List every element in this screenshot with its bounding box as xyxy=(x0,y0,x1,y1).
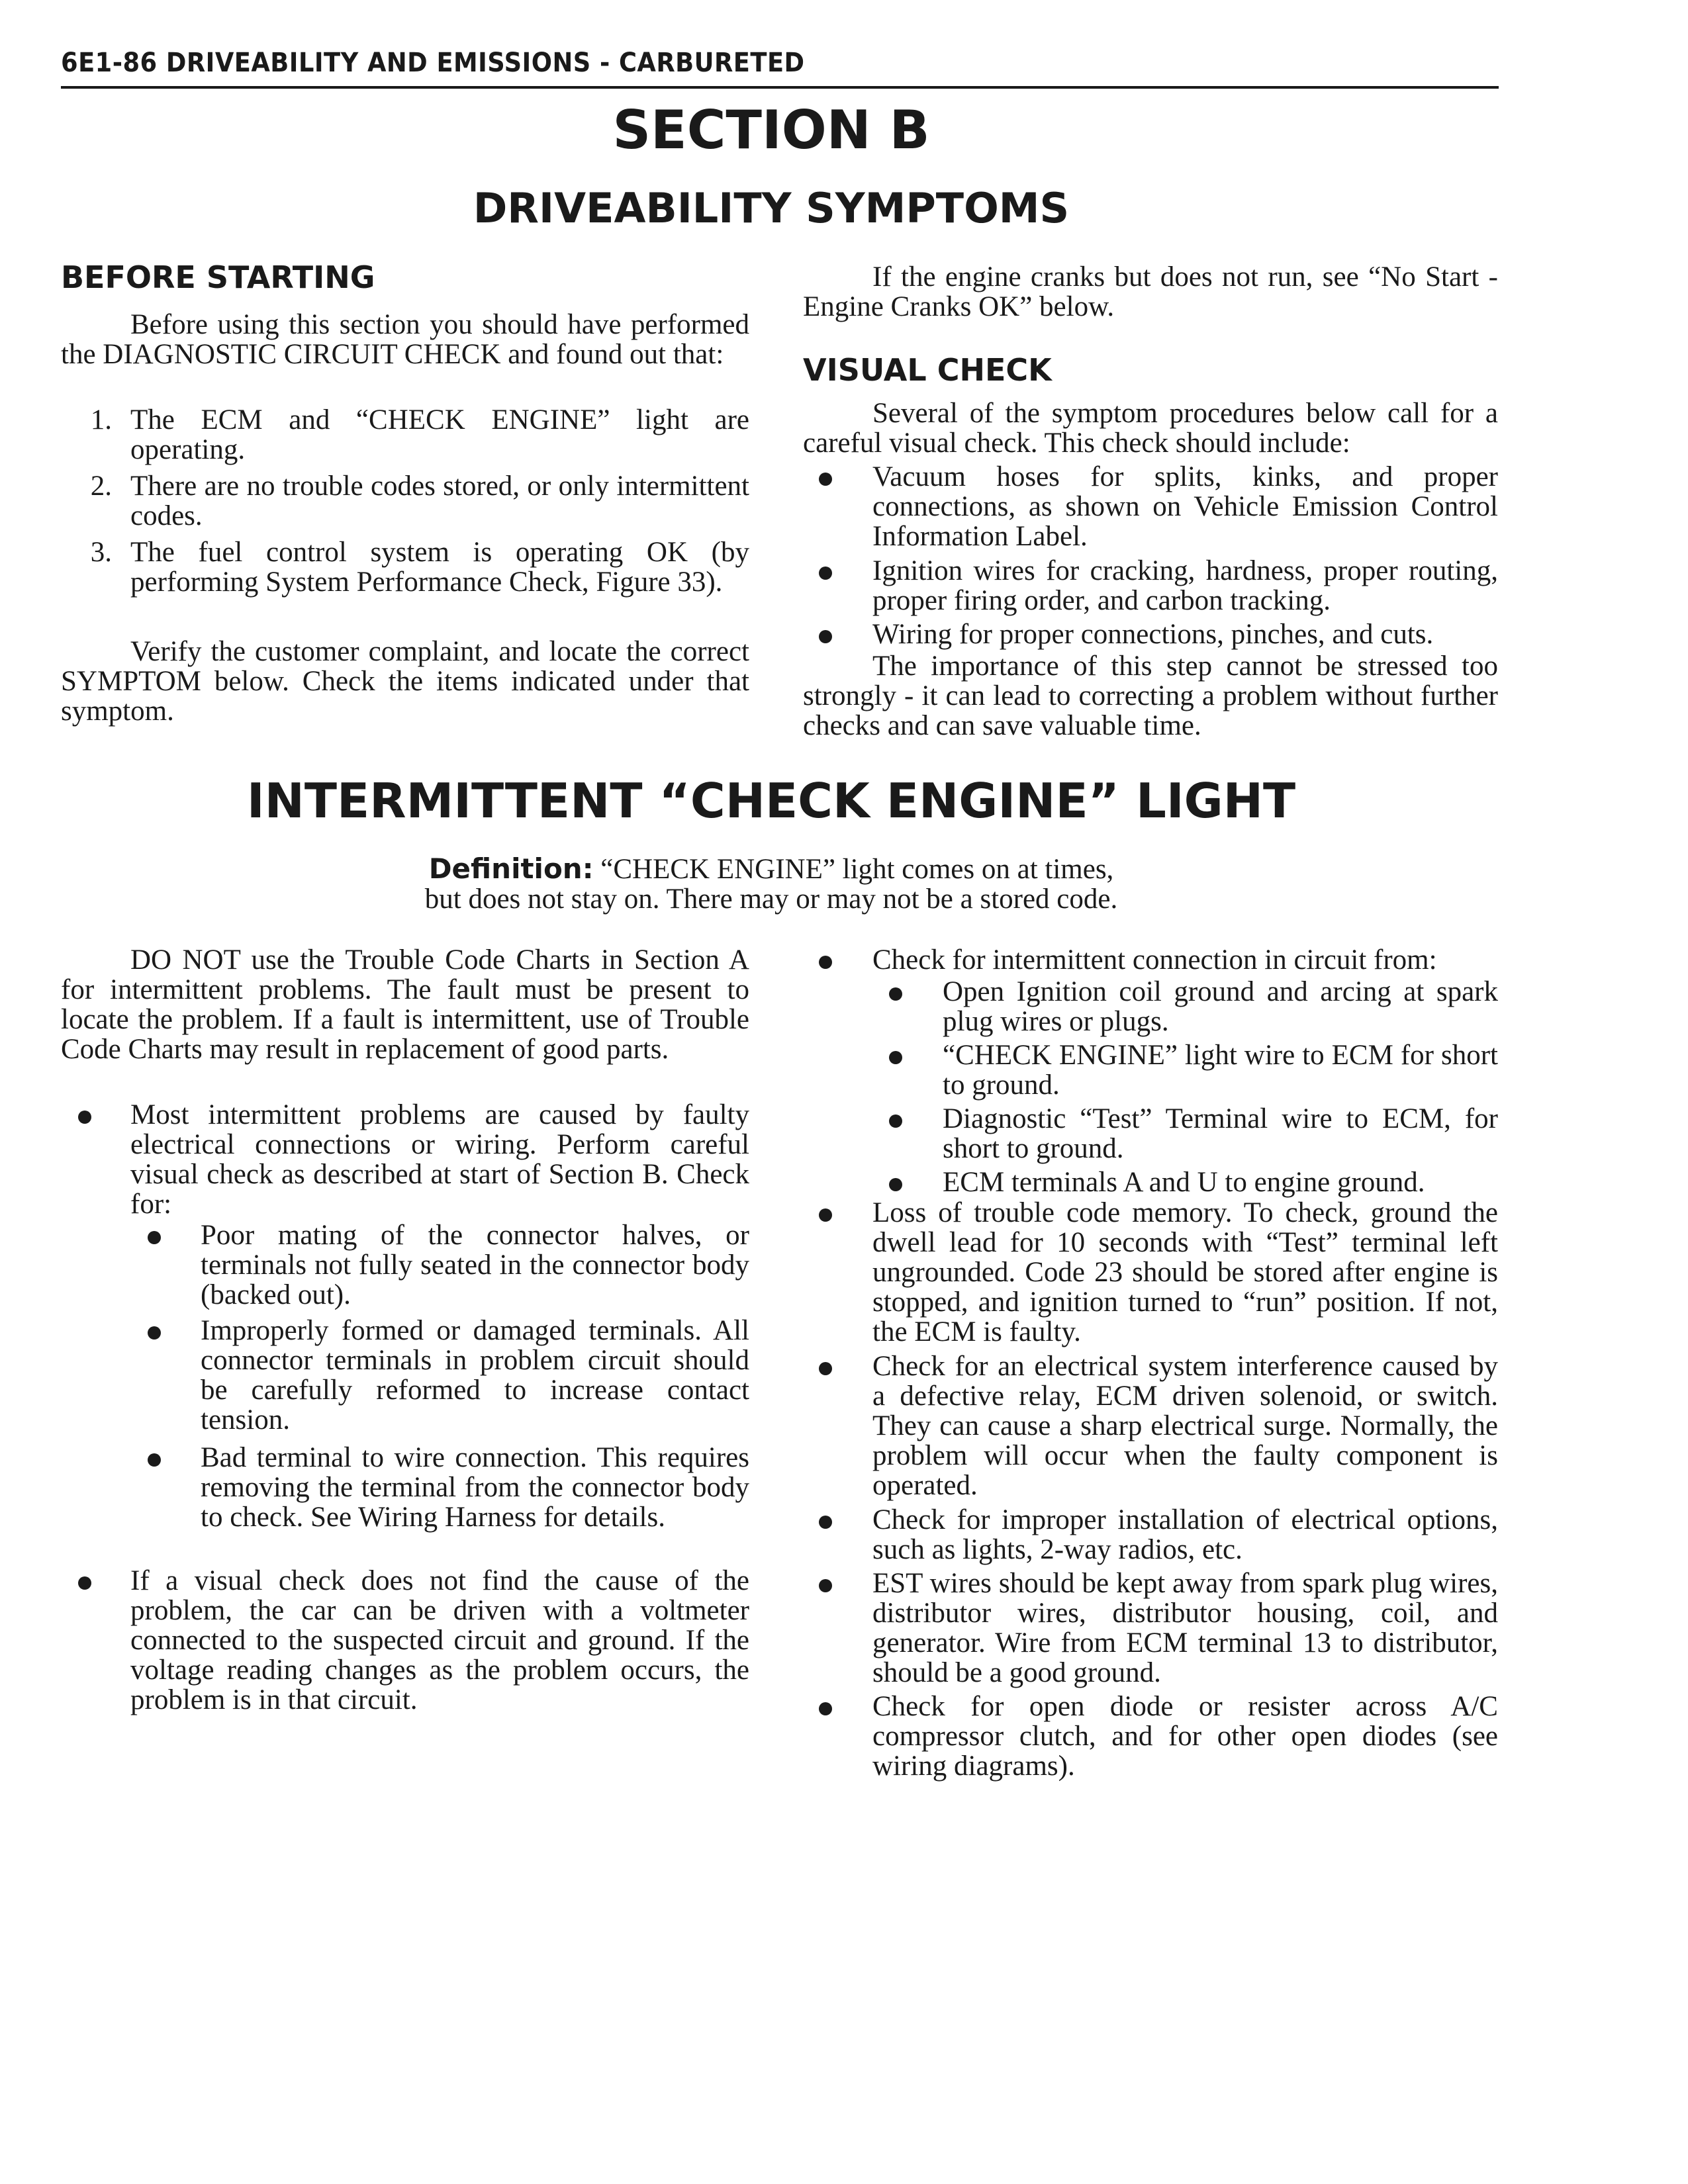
intermittent-title: INTERMITTENT “CHECK ENGINE” LIGHT xyxy=(246,773,1296,829)
bullet-dot-icon xyxy=(148,1231,161,1244)
list-item xyxy=(90,404,749,465)
bullet-dot-icon xyxy=(889,1115,902,1128)
bullet-dot-icon xyxy=(819,1516,832,1529)
bullet-dot-icon xyxy=(819,1702,832,1715)
list-number: 2. xyxy=(90,471,112,502)
visual-check-item: Ignition wires for cracking, hardness, proper routing, proper firing order, and carbon tracking. xyxy=(872,555,1498,616)
page-header: 6E1-86 DRIVEABILITY AND EMISSIONS - CARBURETED xyxy=(61,48,805,78)
list-item xyxy=(90,471,749,531)
bullet-dot-icon xyxy=(819,1579,832,1592)
header-rule xyxy=(61,86,1499,89)
list-number: 3. xyxy=(90,537,112,568)
bullet-dot-icon xyxy=(78,1576,91,1590)
section-title: SECTION B xyxy=(612,99,930,161)
list-number: 1. xyxy=(90,404,112,435)
bullet-dot-icon xyxy=(148,1453,161,1467)
intermittent-subitem: Diagnostic “Test” Terminal wire to ECM, for short to ground. xyxy=(943,1103,1498,1164)
bullet-dot-icon xyxy=(819,956,832,969)
no-start-note: If the engine cranks but does not run, see “No Start - Engine Cranks OK” below. xyxy=(803,261,1498,322)
intermittent-subitem: ECM terminals A and U to engine ground. xyxy=(943,1167,1425,1198)
intermittent-item: EST wires should be kept away from spark plug wires, distributor wires, distributor housing, coil, and generator. Wire from ECM terminal 13 to distributor, should be a good ground. xyxy=(872,1568,1498,1688)
bullet-dot-icon xyxy=(148,1326,161,1340)
bullet-dot-icon xyxy=(819,567,832,580)
intermittent-item: Most intermittent problems are caused by faulty electrical connections or wiring. Perform careful visual check as described at start of Section B. Check for: xyxy=(130,1099,749,1220)
before-starting-outro: Verify the customer complaint, and locate the correct SYMPTOM below. Check the items indicated under that symptom. xyxy=(61,636,749,727)
list-item-text: There are no trouble codes stored, or only intermittent codes. xyxy=(130,471,749,531)
definition-label: Definition: xyxy=(428,852,594,885)
bullet-dot-icon xyxy=(889,1178,902,1191)
list-item xyxy=(90,537,749,598)
intermittent-subitem: Poor mating of the connector halves, or terminals not fully seated in the connector body (backed out). xyxy=(201,1220,749,1310)
intermittent-subitem: “CHECK ENGINE” light wire to ECM for short to ground. xyxy=(943,1040,1498,1101)
bullet-dot-icon xyxy=(819,1362,832,1375)
bullet-dot-icon xyxy=(889,987,902,1001)
definition-line1: “CHECK ENGINE” light comes on at times, xyxy=(600,854,1114,885)
intermittent-item: Check for an electrical system interference caused by a defective relay, ECM driven solenoid, or switch. They can cause a sharp electrical surge. Normally, the problem will occur when the faulty component is operated. xyxy=(872,1351,1498,1501)
visual-check-item: Wiring for proper connections, pinches, and cuts. xyxy=(872,619,1434,650)
definition-line2: but does not stay on. There may or may not be a stored code. xyxy=(424,884,1118,915)
intermittent-item: Check for intermittent connection in circuit from: xyxy=(872,944,1437,976)
visual-check-outro: The importance of this step cannot be stressed too strongly - it can lead to correcting a problem without further checks and can save valuable time. xyxy=(803,651,1498,741)
visual-check-intro: Several of the symptom procedures below call for a careful visual check. This check should include: xyxy=(803,398,1498,459)
intermittent-item: Check for open diode or resister across A/C compressor clutch, and for other open diodes (see wiring diagrams). xyxy=(872,1691,1498,1782)
intermittent-item: If a visual check does not find the cause of the problem, the car can be driven with a voltmeter connected to the suspected circuit and ground. If the voltage reading changes as the problem occurs, the problem is in that circuit. xyxy=(130,1565,749,1715)
bullet-dot-icon xyxy=(78,1111,91,1124)
list-item-text: The ECM and “CHECK ENGINE” light are operating. xyxy=(130,404,749,465)
before-starting-intro: Before using this section you should have performed the DIAGNOSTIC CIRCUIT CHECK and found out that: xyxy=(61,309,749,370)
visual-check-heading: VISUAL CHECK xyxy=(803,352,1052,388)
intermittent-item: Check for improper installation of electrical options, such as lights, 2-way radios, etc. xyxy=(872,1504,1498,1565)
intermittent-subitem: Open Ignition coil ground and arcing at spark plug wires or plugs. xyxy=(943,976,1498,1037)
intermittent-item: Loss of trouble code memory. To check, ground the dwell lead for 10 seconds with “Test” terminal left ungrounded. Code 23 should be stored after engine is stopped, and ignition turned to “run” position. If not, the ECM is faulty. xyxy=(872,1197,1498,1347)
bullet-dot-icon xyxy=(889,1051,902,1064)
bullet-dot-icon xyxy=(819,630,832,643)
list-item-text: The fuel control system is operating OK (by performing System Performance Check, Figure 33). xyxy=(130,537,749,598)
bullet-dot-icon xyxy=(819,1208,832,1222)
intermittent-subitem: Bad terminal to wire connection. This requires removing the terminal from the connector body to check. See Wiring Harness for details. xyxy=(201,1442,749,1533)
intermittent-intro: DO NOT use the Trouble Code Charts in Section A for intermittent problems. The fault must be present to locate the problem. If a fault is intermittent, use of Trouble Code Charts may result in replacement of good parts. xyxy=(61,944,749,1065)
definition xyxy=(0,854,1542,914)
before-starting-heading: BEFORE STARTING xyxy=(61,259,375,295)
visual-check-item: Vacuum hoses for splits, kinks, and proper connections, as shown on Vehicle Emission Control Information Label. xyxy=(872,461,1498,552)
section-subtitle: DRIVEABILITY SYMPTOMS xyxy=(473,184,1070,232)
bullet-dot-icon xyxy=(819,473,832,486)
intermittent-subitem: Improperly formed or damaged terminals. All connector terminals in problem circuit should be carefully reformed to increase contact tension. xyxy=(201,1315,749,1435)
